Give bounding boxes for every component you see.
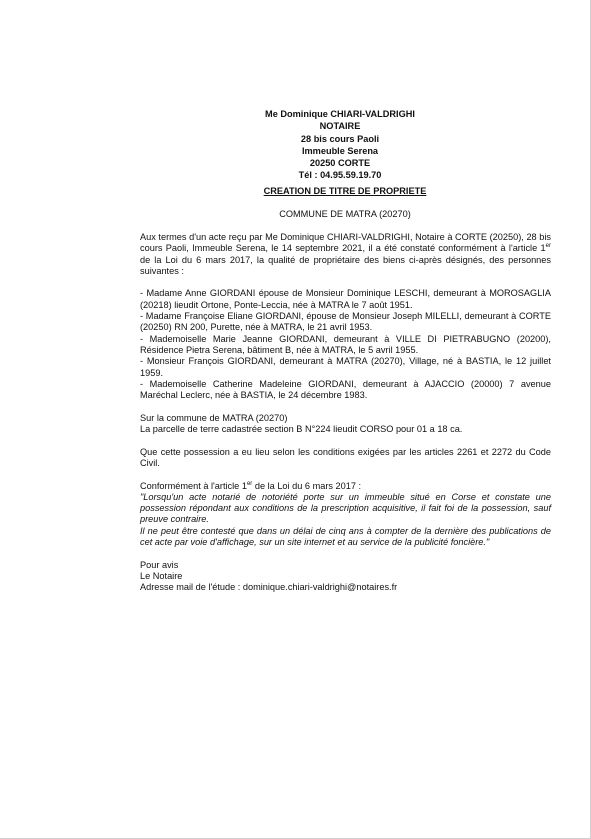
owner-item: - Mademoiselle Catherine Madeleine GIORDANI, demeurant à AJACCIO (20000) 7 avenue Maréchal Leclerc, née à BASTIA, le 24 décembre 1983. [140,378,551,401]
notary-phone: Tél : 04.95.59.19.70 [298,170,382,181]
intro-sup: er [545,243,551,250]
owner-item: - Monsieur François GIORDANI, demeurant à MATRA (20270), Village, né à BASTIA, le 12 juillet 1959. [140,356,551,378]
property-parcel: La parcelle de terre cadastrée section B N°224 lieudit CORSO pour 01 a 18 ca. [140,424,463,435]
property-commune: Sur la commune de MATRA (20270) [140,412,288,423]
owners-list [140,288,551,401]
conformity-intro [140,481,551,492]
notary-address-line-1: 28 bis cours Paoli [300,133,380,144]
notary-name: Me Dominique CHIARI-VALDRIGHI [265,109,415,119]
closing-section [140,560,551,594]
intro-text-1: Aux termes d'un acte reçu par Me Dominique CHIARI-VALDRIGHI, Notaire à CORTE (20250), 28 bis cours Paoli, Immeuble Serena, le 14 septembre 2021, il a été constaté conformément à l'article 1 [140,232,551,254]
closing-email: Adresse mail de l'étude : dominique.chiari-valdrighi@notaires.fr [140,582,398,593]
conformity-sup: er [246,480,253,487]
conformity-section [140,481,551,549]
possession-paragraph: Que cette possession a eu lieu selon les conditions exigées par les articles 2261 et 2272 du Code Civil. [140,446,551,468]
owner-item: - Madame Anne GIORDANI épouse de Monsieur Dominique LESCHI, demeurant à MOROSAGLIA (20218) lieudit Ortone, Ponte-Leccia, née à MATRA le 7 août 1951. [140,288,551,310]
quote-paragraph-1: "Lorsqu'un acte notarié de notoriété porte sur un immeuble situé en Corse et constate une possession répondant aux conditions de la prescription acquisitive, il fait foi de la possession, sauf preuve contraire. [140,491,551,525]
document-body [140,232,551,594]
conformity-text-1: Conformément à l'article 1 [140,480,247,491]
owner-item: - Mademoiselle Marie Jeanne GIORDANI, demeurant à VILLE DI PIETRABUGNO (20200), Résidence Pietra Serena, bâtiment B, née à MATRA, le 5 avril 1955. [140,333,551,355]
closing-signatory: Le Notaire [140,570,183,581]
intro-text-2: de la Loi du 6 mars 2017, la qualité de propriétaire des biens ci-après désignés, des personnes suivantes : [140,254,551,276]
notary-header [0,108,591,182]
commune-heading: COMMUNE DE MATRA (20270) [279,209,411,219]
notary-city: 20250 CORTE [309,158,371,169]
closing-pour-avis: Pour avis [140,559,179,570]
document-title: CREATION DE TITRE DE PROPRIETE [263,186,427,196]
notary-address-line-2: Immeuble Serena [301,145,379,156]
conformity-text-2: de la Loi du 6 mars 2017 : [252,480,362,491]
quote-paragraph-2: Il ne peut être contesté que dans un délai de cinq ans à compter de la dernière des publications de cet acte par voie d'affichage, sur un site internet et au service de la publicité foncière." [140,525,551,548]
owner-item: - Madame Françoise Eliane GIORDANI, épouse de Monsieur Joseph MILELLI, demeurant à CORTE (20250) RN 200, Purette, née à MATRA, le 21 avril 1953. [140,311,551,333]
intro-paragraph [140,232,551,277]
notary-role: NOTAIRE [319,121,361,132]
property-description [140,413,551,436]
